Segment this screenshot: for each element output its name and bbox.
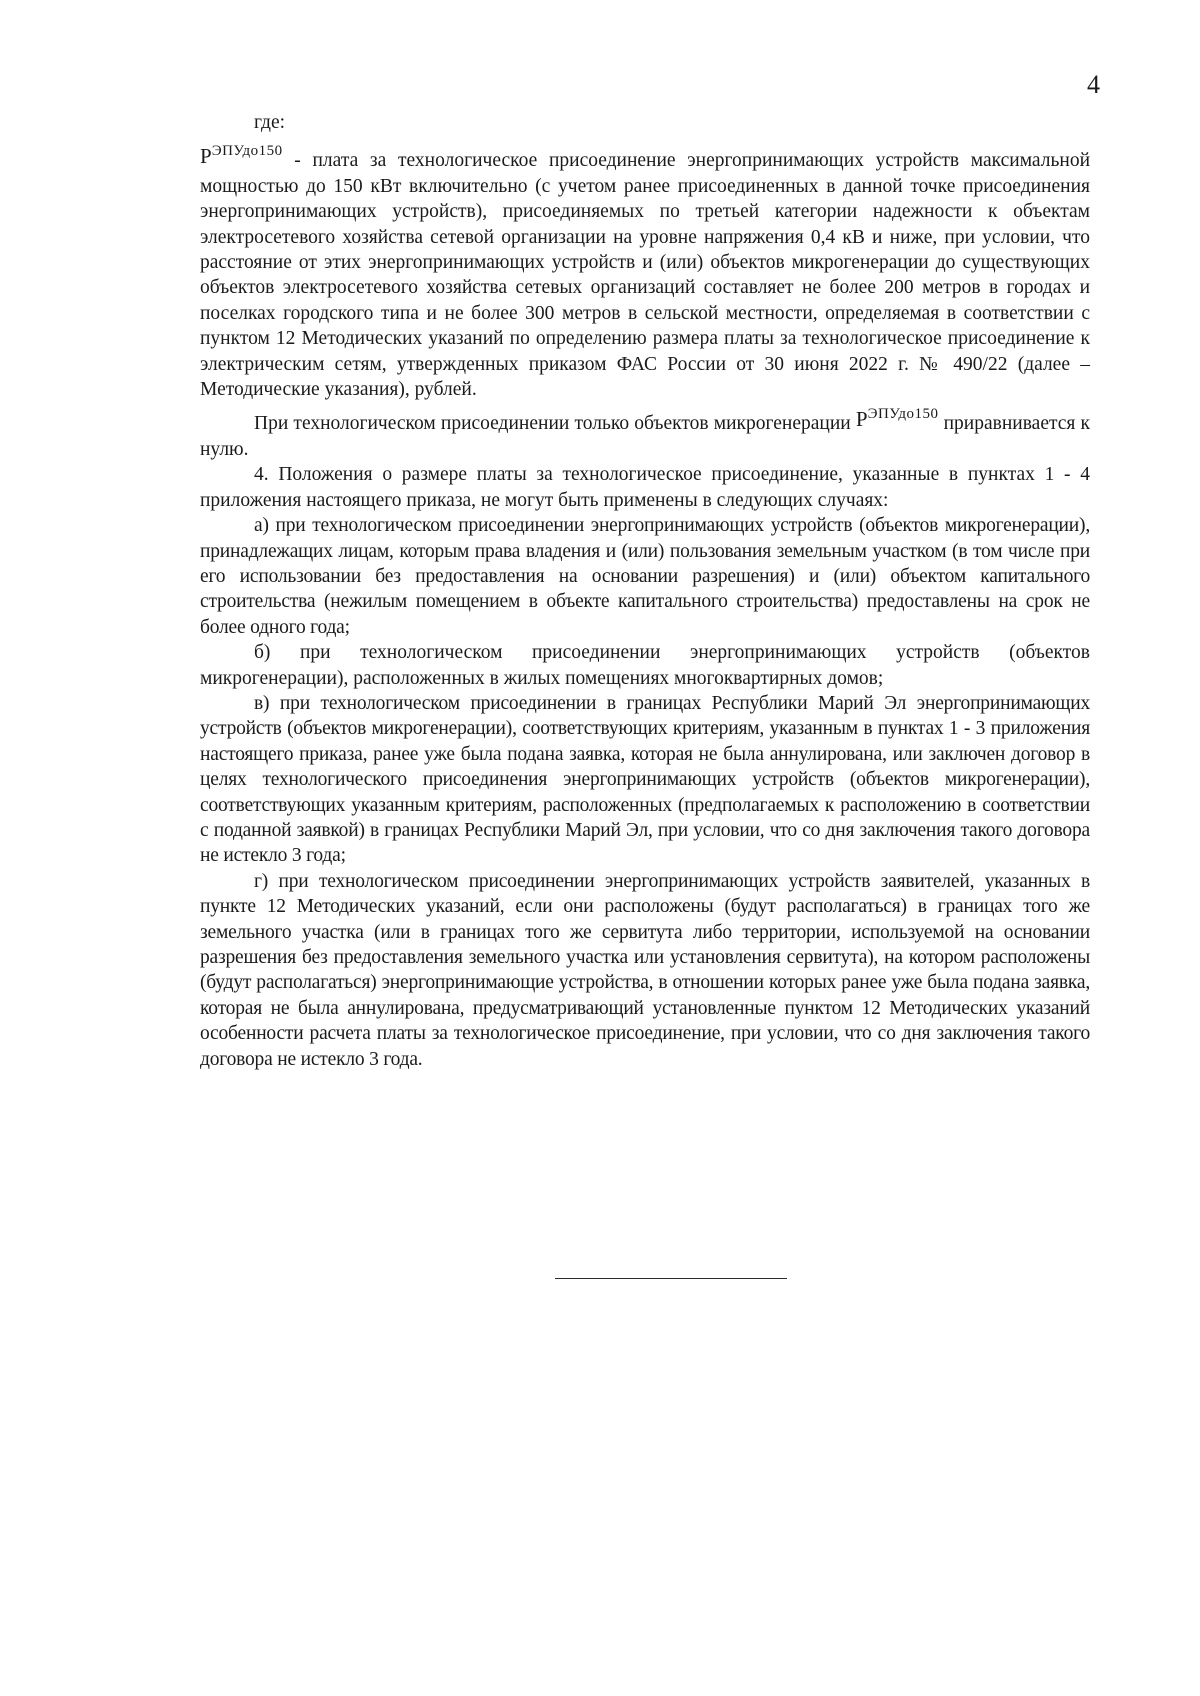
microgeneration-text-before: При технологическом присоединении только объектов микрогенерации bbox=[254, 413, 851, 435]
formula-symbol-inline bbox=[856, 407, 939, 431]
document-body bbox=[200, 110, 1090, 1072]
where-label: где: bbox=[254, 112, 286, 133]
item-g-paragraph: г) при технологическом присоединении энергопринимающих устройств заявителей, указанных в пункте 12 Методических указаний, если они расположены (будут располагаться) в границах того же земельного участка (или в границах того же сервитута либо территории, используемой на основании разрешения без предоставления земельного участка или установления сервитута), на котором расположены (будут располагаться) энергопринимающие устройства, в отношении которых ранее уже была подана заявка, которая не была аннулирована, предусматривающий установленные пунктом 12 Методических указаний особенности расчета платы за технологическое присоединение, при условии, что со дня заключения такого договора не истекло 3 года. bbox=[200, 870, 1090, 1070]
formula-definition-text: - плата за технологическое присоединение энергопринимающих устройств максимальной мощностью до 150 кВт включительно (с учетом ранее присоединенных в данной точке присоединения энергопринимающих устройств), присоединяемых по третьей категории надежности к объектам электросетевого хозяйства сетевой организации на уровне напряжения 0,4 кВ и ниже, при условии, что расстояние от этих энергопринимающих устройств и (или) объектов микрогенерации до существующих объектов электросетевого хозяйства сетевых организаций составляет не более 200 метров в городах и поселках городского типа и не более 300 метров в сельской местности, определяемая в соответствии с пунктом 12 Методических указаний по определению размера платы за технологическое присоединение к электрическим сетям, утвержденных приказом ФАС России от 30 июня 2022 г. № 490/22 (далее – Методические указания), рублей. bbox=[200, 150, 1091, 401]
formula-symbol-inline-main: Р bbox=[855, 407, 868, 432]
end-of-document-rule bbox=[555, 1278, 787, 1279]
item-a-paragraph: а) при технологическом присоединении энергопринимающих устройств (объектов микрогенерации), принадлежащих лицам, которым права владения и (или) пользования земельным участком (в том числе при его использовании без предоставления на основании разрешения) и (или) объектом капитального строительства (нежилым помещением в объекте капитального строительства) предоставлены на срок не более одного года; bbox=[200, 515, 1090, 638]
formula-symbol-inline-subscript: ЭПУдо150 bbox=[867, 406, 939, 423]
microgeneration-text-after: приравнивается к нулю. bbox=[200, 413, 1090, 460]
formula-symbol bbox=[200, 144, 283, 168]
formula-symbol-subscript: ЭПУдо150 bbox=[211, 143, 283, 160]
formula-definition-paragraph bbox=[200, 139, 1090, 402]
item-b-paragraph: б) при технологическом присоединении энергопринимающих устройств (объектов микрогенерации), расположенных в жилых помещениях многоквартирных домов; bbox=[200, 642, 1090, 689]
item-v-paragraph: в) при технологическом присоединении в границах Республики Марий Эл энергопринимающих устройств (объектов микрогенерации), соответствующих критериям, указанным в пунктах 1 - 3 приложения настоящего приказа, ранее уже была подана заявка, которая не была аннулирована, или заключен договор в целях технологического присоединения энергопринимающих устройств (объектов микрогенерации), соответствующих указанным критериям, расположенных (предполагаемых к расположению в соответствии с поданной заявкой) в границах Республики Марий Эл, при условии, что со дня заключения такого договора не истекло 3 года; bbox=[200, 692, 1090, 867]
page-number: 4 bbox=[1087, 70, 1100, 99]
formula-symbol-main: Р bbox=[200, 144, 212, 169]
microgeneration-zero-paragraph bbox=[200, 402, 1090, 462]
item-4-paragraph: 4. Положения о размере платы за технологическое присоединение, указанные в пунктах 1 - 4 приложения настоящего приказа, не могут быть применены в следующих случаях: bbox=[200, 464, 1090, 511]
